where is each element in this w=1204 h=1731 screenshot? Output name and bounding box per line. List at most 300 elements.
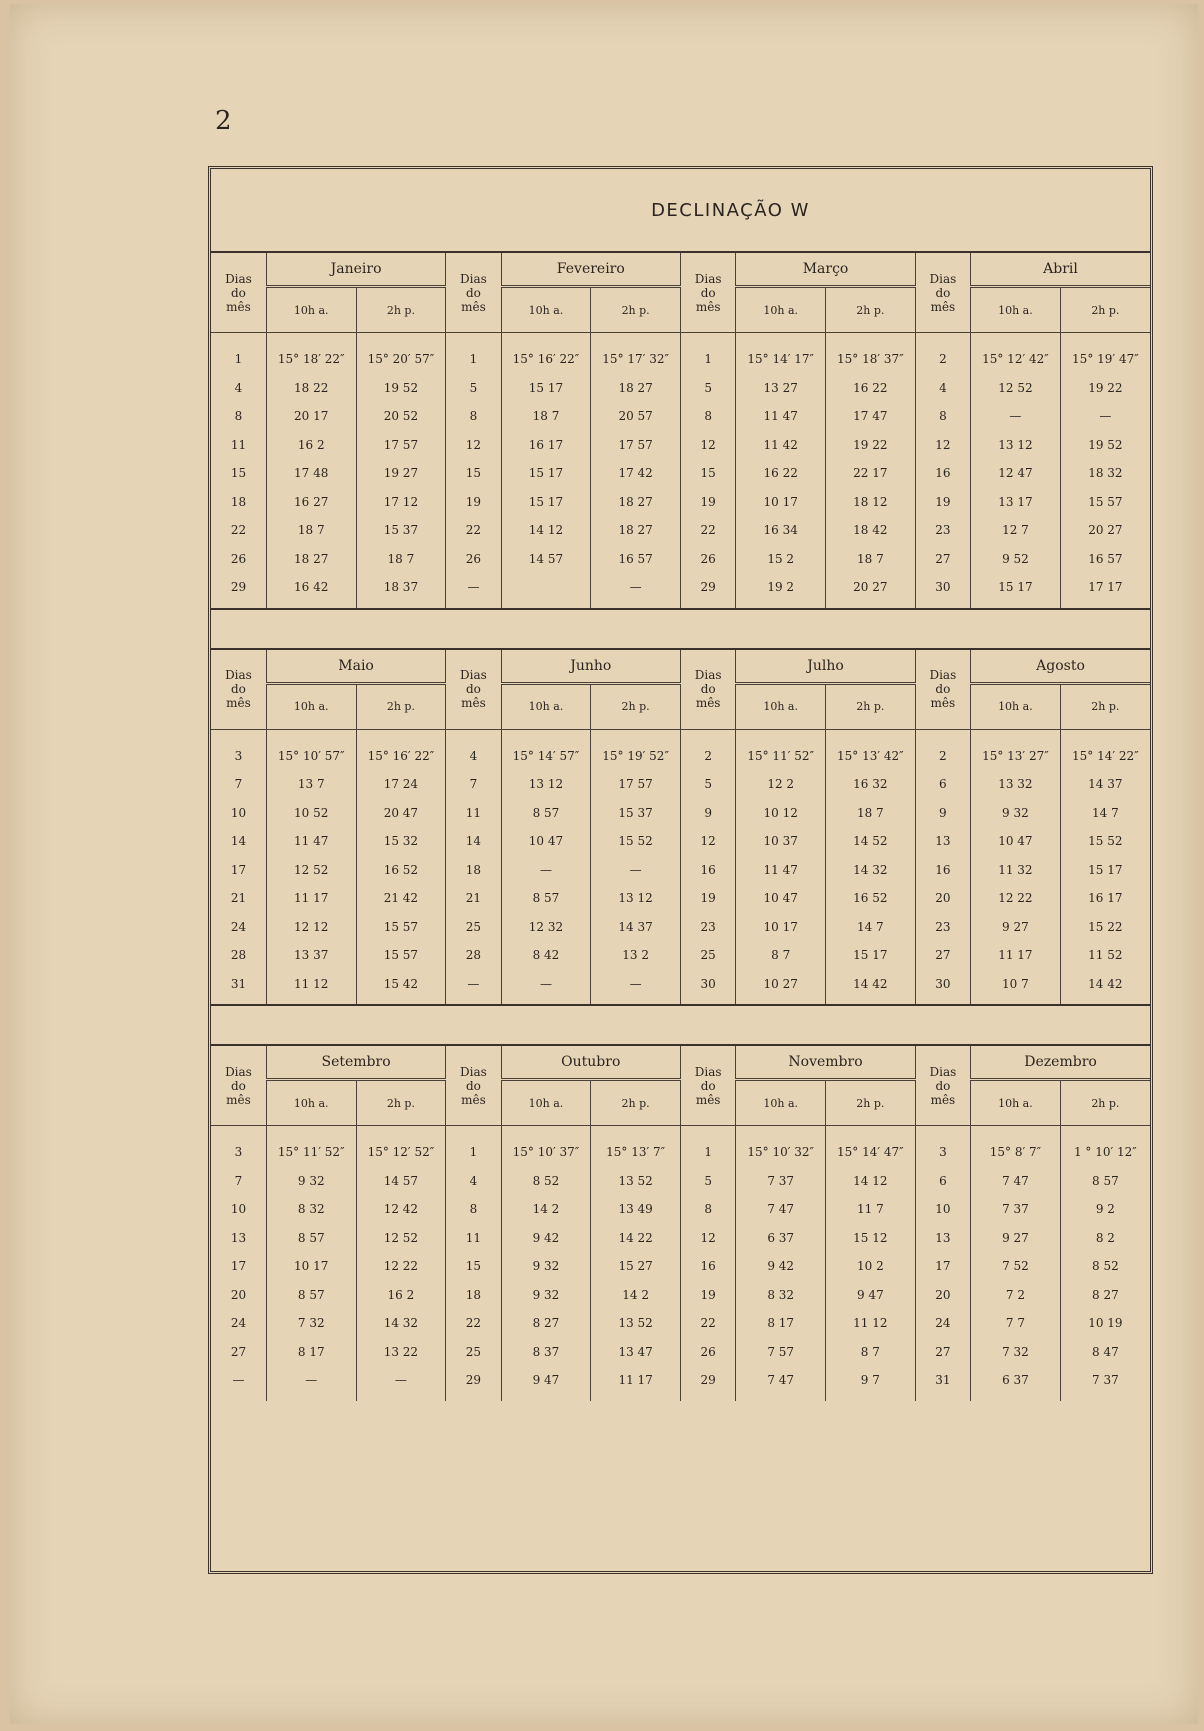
days-header-word: Dias: [225, 271, 252, 286]
day-cell: 5: [680, 374, 735, 403]
am-value-cell: 13 17: [971, 488, 1061, 517]
month-header-row: [211, 650, 1150, 684]
am-value-cell: 12 52: [266, 856, 356, 885]
am-value-cell: 9 32: [971, 799, 1061, 828]
days-column-header: [915, 650, 970, 730]
pm-value-cell: 14 37: [591, 913, 681, 942]
pm-value-cell: 17 17: [1088, 580, 1123, 595]
am-value-cell: —: [266, 1366, 356, 1401]
days-header-word: Dias: [694, 668, 722, 682]
am-value-cell: 7 47: [736, 1195, 826, 1224]
am-value-cell: 7 37: [736, 1167, 826, 1196]
pm-value-cell: 21 42: [356, 884, 446, 913]
am-value-cell: 7 57: [736, 1338, 826, 1367]
day-cell: 4: [446, 1167, 501, 1196]
day-cell: 18: [211, 488, 266, 517]
pm-value-cell: 20 47: [356, 799, 446, 828]
am-value-cell: 15° 14′ 17″: [736, 333, 826, 374]
am-value-cell: 7 2: [971, 1281, 1061, 1310]
am-value-cell: 12 12: [266, 913, 356, 942]
pm-value-cell: 13 12: [591, 884, 681, 913]
block-1: [211, 253, 1150, 608]
day-cell: 17: [211, 856, 266, 885]
month-name: Janeiro: [266, 253, 445, 287]
day-cell: 18: [446, 1281, 501, 1310]
pm-column-header: 2h p.: [356, 683, 446, 729]
pm-value-cell: 17 47: [826, 402, 916, 431]
am-value-cell: 18 22: [266, 374, 356, 403]
am-value-cell: 7 32: [266, 1309, 356, 1338]
pm-value-cell: 16 57: [591, 545, 681, 574]
am-value-cell: 19 2: [736, 573, 826, 608]
am-value-cell: 15° 10′ 57″: [266, 729, 356, 770]
day-cell: 29: [680, 573, 735, 608]
am-value-cell: 8 17: [266, 1338, 356, 1367]
day-cell: 22: [211, 516, 266, 545]
pm-value-cell: 14 42: [826, 970, 916, 1005]
am-value-cell: 11 47: [736, 402, 826, 431]
table-row: [211, 941, 1150, 970]
am-value-cell: 13 27: [736, 374, 826, 403]
pm-value-cell: 17 24: [356, 770, 446, 799]
table-row: [211, 516, 1150, 545]
pm-value-cell: —: [591, 573, 681, 608]
pm-value-cell: 13 2: [591, 941, 681, 970]
am-column-header: 10h a.: [736, 683, 826, 729]
day-cell: 10: [915, 1195, 970, 1224]
month-name: Setembro: [266, 1046, 445, 1080]
days-header-word: do: [465, 285, 481, 300]
pm-value-cell: 20 57: [591, 402, 681, 431]
day-cell: 28: [446, 941, 501, 970]
days-header-word: do: [700, 285, 716, 300]
day-cell: 26: [211, 545, 266, 574]
am-value-cell: 15 17: [501, 488, 591, 517]
pm-value-cell: 9 47: [826, 1281, 916, 1310]
days-header-word: Dias: [929, 668, 957, 682]
table-row: [211, 1338, 1150, 1367]
day-cell: 30: [915, 970, 970, 1005]
pm-value-cell: 13 52: [591, 1309, 681, 1338]
am-value-cell: 16 27: [266, 488, 356, 517]
pm-value-cell: 18 27: [591, 516, 681, 545]
table-row: [211, 402, 1150, 431]
pm-value-cell: 8 7: [826, 1338, 916, 1367]
am-value-cell: 8 57: [266, 1224, 356, 1253]
day-cell: 13: [211, 1224, 266, 1253]
am-value-cell: 10 17: [266, 1252, 356, 1281]
days-header-word: do: [700, 682, 716, 696]
day-cell: 27: [915, 545, 970, 574]
table-row: [211, 770, 1150, 799]
pm-value-cell: 13 52: [591, 1167, 681, 1196]
day-cell: 24: [211, 913, 266, 942]
pm-value-cell: 15° 16′ 22″: [356, 729, 446, 770]
table-row: [211, 1366, 1150, 1401]
pm-value-cell: 15 27: [591, 1252, 681, 1281]
block-2: [211, 650, 1150, 1005]
days-header-word: Dias: [694, 271, 722, 286]
am-value-cell: 9 42: [501, 1224, 591, 1253]
table-row: [211, 333, 1150, 374]
day-cell: 22: [446, 516, 501, 545]
am-value-cell: 15° 18′ 22″: [266, 333, 356, 374]
days-header-word: mês: [461, 696, 486, 710]
day-cell: 22: [446, 1309, 501, 1338]
am-value-cell: 9 52: [971, 545, 1061, 574]
day-cell: 22: [680, 516, 735, 545]
pm-value-cell: 15 12: [826, 1224, 916, 1253]
pm-value-cell: 19 22: [826, 431, 916, 460]
pm-value-cell: 14 7: [1092, 805, 1119, 820]
pm-column-header: 2h p.: [356, 1080, 446, 1126]
pm-value-cell: 13 49: [591, 1195, 681, 1224]
am-value-cell: 18 7: [501, 402, 591, 431]
day-cell: 4: [211, 374, 266, 403]
pm-value-cell: 22 17: [826, 459, 916, 488]
am-value-cell: 9 47: [501, 1366, 591, 1401]
am-value-cell: 17 48: [266, 459, 356, 488]
am-column-header: 10h a.: [971, 1080, 1061, 1126]
pm-value-cell: 18 32: [1088, 466, 1123, 481]
pm-value-cell: 19 27: [356, 459, 446, 488]
am-value-cell: 9 27: [971, 913, 1061, 942]
am-value-cell: 20 17: [266, 402, 356, 431]
day-cell: —: [211, 1366, 266, 1401]
am-value-cell: 11 17: [266, 884, 356, 913]
day-cell: 14: [211, 827, 266, 856]
pm-column-header: 2h p.: [356, 287, 446, 333]
day-cell: 19: [915, 488, 970, 517]
pm-value-cell: 10 19: [1088, 1316, 1123, 1331]
am-value-cell: 9 32: [501, 1281, 591, 1310]
day-cell: 7: [211, 1167, 266, 1196]
day-cell: 25: [680, 941, 735, 970]
day-cell: 8: [680, 1195, 735, 1224]
days-column-header: [680, 650, 735, 730]
pm-value-cell: 10 2: [826, 1252, 916, 1281]
am-value-cell: 16 17: [501, 431, 591, 460]
day-cell: 26: [680, 1338, 735, 1367]
days-header-word: Dias: [929, 271, 957, 286]
am-value-cell: 8 32: [736, 1281, 826, 1310]
day-cell: 8: [446, 402, 501, 431]
day-cell: 8: [915, 402, 970, 431]
day-cell: 1: [211, 333, 266, 374]
days-column-header: [680, 253, 735, 333]
day-cell: 1: [446, 333, 501, 374]
days-column-header: [211, 253, 266, 333]
pm-value-cell: 11 52: [1088, 948, 1123, 963]
month-name: Agosto: [971, 650, 1150, 684]
am-value-cell: 18 27: [266, 545, 356, 574]
table-row: [211, 1167, 1150, 1196]
am-value-cell: 12 52: [971, 374, 1061, 403]
pm-value-cell: 9 2: [1095, 1202, 1115, 1217]
days-column-header: [211, 650, 266, 730]
am-value-cell: 7 37: [971, 1195, 1061, 1224]
day-cell: 17: [915, 1252, 970, 1281]
am-value-cell: 14 57: [501, 545, 591, 574]
pm-value-cell: 14 42: [1088, 976, 1123, 991]
table-row: [211, 884, 1150, 913]
pm-value-cell: 15 17: [826, 941, 916, 970]
days-column-header: [446, 1046, 501, 1126]
pm-column-header: 2h p.: [1060, 683, 1150, 729]
pm-value-cell: 14 32: [826, 856, 916, 885]
pm-value-cell: 16 17: [1088, 891, 1123, 906]
pm-value-cell: 18 7: [356, 545, 446, 574]
am-value-cell: 8 17: [736, 1309, 826, 1338]
am-value-cell: 7 52: [971, 1252, 1061, 1281]
days-column-header: [211, 1046, 266, 1126]
am-value-cell: 9 32: [266, 1167, 356, 1196]
am-value-cell: 14 12: [501, 516, 591, 545]
day-cell: 8: [680, 402, 735, 431]
pm-value-cell: 17 12: [356, 488, 446, 517]
days-column-header: [915, 1046, 970, 1126]
days-header-word: Dias: [460, 1064, 487, 1079]
days-header-word: Dias: [225, 1064, 252, 1079]
pm-value-cell: 11 7: [826, 1195, 916, 1224]
am-value-cell: 14 2: [501, 1195, 591, 1224]
am-column-header: 10h a.: [501, 683, 591, 729]
pm-value-cell: 13 22: [356, 1338, 446, 1367]
am-value-cell: 6 37: [736, 1224, 826, 1253]
am-column-header: 10h a.: [971, 287, 1061, 333]
pm-value-cell: 19 22: [1088, 380, 1123, 395]
days-header-word: mês: [226, 299, 251, 314]
pm-value-cell: 14 37: [1088, 777, 1123, 792]
pm-value-cell: 15 22: [1088, 919, 1123, 934]
pm-value-cell: 18 37: [356, 573, 446, 608]
am-value-cell: 15 2: [736, 545, 826, 574]
pm-value-cell: 9 7: [826, 1366, 916, 1401]
day-cell: 21: [211, 884, 266, 913]
day-cell: 9: [915, 799, 970, 828]
pm-column-header: 2h p.: [591, 1080, 681, 1126]
am-value-cell: 15° 12′ 42″: [971, 333, 1061, 374]
day-cell: 20: [211, 1281, 266, 1310]
month-name: Fevereiro: [501, 253, 680, 287]
day-cell: 14: [446, 827, 501, 856]
pm-column-header: 2h p.: [591, 683, 681, 729]
am-value-cell: 7 7: [971, 1309, 1061, 1338]
am-value-cell: [501, 573, 591, 608]
day-cell: —: [446, 573, 501, 608]
days-header-word: do: [231, 285, 246, 300]
pm-value-cell: 16 52: [356, 856, 446, 885]
month-name: Dezembro: [971, 1046, 1150, 1080]
day-cell: 29: [211, 573, 266, 608]
am-value-cell: 15 17: [501, 374, 591, 403]
pm-value-cell: 1 ° 10′ 12″: [1073, 1145, 1137, 1160]
pm-value-cell: 8 2: [1095, 1230, 1115, 1245]
pm-value-cell: 18 27: [591, 374, 681, 403]
pm-value-cell: 15° 14′ 22″: [1072, 748, 1139, 763]
month-name: Julho: [736, 650, 915, 684]
day-cell: 23: [915, 913, 970, 942]
table-row: [211, 1126, 1150, 1167]
pm-value-cell: 18 7: [826, 799, 916, 828]
day-cell: 20: [915, 1281, 970, 1310]
table-row: [211, 573, 1150, 608]
pm-value-cell: 17 57: [591, 770, 681, 799]
pm-column-header: 2h p.: [591, 287, 681, 333]
month-name: Maio: [266, 650, 445, 684]
day-cell: 13: [915, 827, 970, 856]
am-value-cell: 15° 11′ 52″: [266, 1126, 356, 1167]
month-name: Abril: [971, 253, 1150, 287]
day-cell: 12: [915, 431, 970, 460]
day-cell: 17: [211, 1252, 266, 1281]
day-cell: 7: [211, 770, 266, 799]
day-cell: 3: [211, 1126, 266, 1167]
am-value-cell: 9 32: [501, 1252, 591, 1281]
pm-value-cell: 15 17: [1088, 862, 1123, 877]
am-column-header: 10h a.: [266, 287, 356, 333]
table-row: [211, 488, 1150, 517]
month-name: Junho: [501, 650, 680, 684]
day-cell: 15: [446, 1252, 501, 1281]
block-3: [211, 1046, 1150, 1401]
am-value-cell: —: [501, 970, 591, 1005]
days-header-word: Dias: [460, 668, 487, 682]
pm-value-cell: 19 52: [356, 374, 446, 403]
am-value-cell: 16 2: [266, 431, 356, 460]
pm-value-cell: —: [591, 856, 681, 885]
am-value-cell: 10 47: [736, 884, 826, 913]
am-value-cell: 13 12: [971, 431, 1061, 460]
am-value-cell: 10 27: [736, 970, 826, 1005]
day-cell: 23: [915, 516, 970, 545]
pm-value-cell: 8 27: [1092, 1287, 1119, 1302]
day-cell: 1: [680, 1126, 735, 1167]
day-cell: 4: [915, 374, 970, 403]
pm-value-cell: 14 12: [826, 1167, 916, 1196]
pm-value-cell: —: [356, 1366, 446, 1401]
pm-value-cell: 17 57: [356, 431, 446, 460]
am-column-header: 10h a.: [736, 1080, 826, 1126]
pm-value-cell: 15 57: [356, 941, 446, 970]
day-cell: 7: [446, 770, 501, 799]
am-value-cell: 6 37: [971, 1366, 1061, 1401]
pm-value-cell: 17 57: [591, 431, 681, 460]
days-header-word: mês: [695, 696, 721, 710]
am-value-cell: 8 32: [266, 1195, 356, 1224]
table-row: [211, 374, 1150, 403]
pm-value-cell: 14 22: [591, 1224, 681, 1253]
days-header-word: mês: [930, 696, 956, 710]
day-cell: 19: [680, 488, 735, 517]
am-value-cell: 15° 16′ 22″: [501, 333, 591, 374]
table-row: [211, 729, 1150, 770]
days-header-word: do: [700, 1078, 716, 1093]
pm-value-cell: 12 52: [356, 1224, 446, 1253]
day-cell: 1: [680, 333, 735, 374]
am-value-cell: 10 12: [736, 799, 826, 828]
day-cell: 15: [680, 459, 735, 488]
pm-value-cell: 19 52: [1088, 437, 1123, 452]
pm-value-cell: 18 27: [591, 488, 681, 517]
pm-value-cell: 14 32: [356, 1309, 446, 1338]
days-header-word: do: [465, 682, 481, 696]
pm-value-cell: 15° 14′ 47″: [826, 1126, 916, 1167]
days-header-word: do: [935, 682, 951, 696]
pm-value-cell: 8 47: [1092, 1344, 1119, 1359]
am-column-header: 10h a.: [736, 287, 826, 333]
day-cell: 27: [915, 941, 970, 970]
pm-value-cell: 15° 13′ 7″: [591, 1126, 681, 1167]
pm-value-cell: 15° 18′ 37″: [826, 333, 916, 374]
pm-value-cell: 16 32: [826, 770, 916, 799]
table-row: [211, 1195, 1150, 1224]
day-cell: 18: [446, 856, 501, 885]
days-header-word: mês: [226, 696, 251, 710]
am-value-cell: 8 7: [736, 941, 826, 970]
day-cell: 26: [446, 545, 501, 574]
am-value-cell: 18 7: [266, 516, 356, 545]
page-number: 2: [215, 106, 232, 136]
days-header-word: mês: [695, 1092, 721, 1107]
day-cell: 6: [915, 770, 970, 799]
table-row: [211, 799, 1150, 828]
pm-value-cell: 16 22: [826, 374, 916, 403]
pm-value-cell: 15 42: [356, 970, 446, 1005]
pm-column-header: 2h p.: [1060, 1080, 1150, 1126]
am-value-cell: 10 37: [736, 827, 826, 856]
pm-value-cell: 15 52: [1088, 834, 1123, 849]
table-row: [211, 1281, 1150, 1310]
table-row: [211, 1252, 1150, 1281]
month-name: Novembro: [736, 1046, 915, 1080]
pm-value-cell: 15 37: [356, 516, 446, 545]
am-value-cell: —: [501, 856, 591, 885]
table-title: DECLINAÇÃO W: [651, 199, 810, 221]
days-column-header: [446, 253, 501, 333]
am-value-cell: 15° 8′ 7″: [971, 1126, 1061, 1167]
am-value-cell: 15 17: [501, 459, 591, 488]
pm-value-cell: 15° 20′ 57″: [356, 333, 446, 374]
days-header-word: Dias: [694, 1064, 722, 1079]
am-value-cell: 8 37: [501, 1338, 591, 1367]
day-cell: 10: [211, 1195, 266, 1224]
pm-value-cell: 15 52: [591, 827, 681, 856]
days-header-word: mês: [461, 1092, 486, 1107]
day-cell: 5: [680, 1167, 735, 1196]
days-header-word: do: [935, 285, 951, 300]
days-column-header: [680, 1046, 735, 1126]
day-cell: 1: [446, 1126, 501, 1167]
day-cell: 3: [211, 729, 266, 770]
table-row: [211, 459, 1150, 488]
days-header-word: do: [231, 682, 246, 696]
am-value-cell: 10 52: [266, 799, 356, 828]
pm-column-header: 2h p.: [1060, 287, 1150, 333]
pm-value-cell: 18 7: [826, 545, 916, 574]
day-cell: 15: [446, 459, 501, 488]
am-value-cell: 15° 14′ 57″: [501, 729, 591, 770]
declination-table-frame: [208, 166, 1153, 1574]
day-cell: 31: [211, 970, 266, 1005]
day-cell: 12: [680, 827, 735, 856]
month-header-row: [211, 1046, 1150, 1080]
pm-value-cell: 15 57: [356, 913, 446, 942]
days-header-word: mês: [695, 299, 721, 314]
am-value-cell: 9 42: [736, 1252, 826, 1281]
pm-value-cell: 15° 19′ 47″: [1072, 352, 1139, 367]
am-value-cell: 7 47: [971, 1167, 1061, 1196]
